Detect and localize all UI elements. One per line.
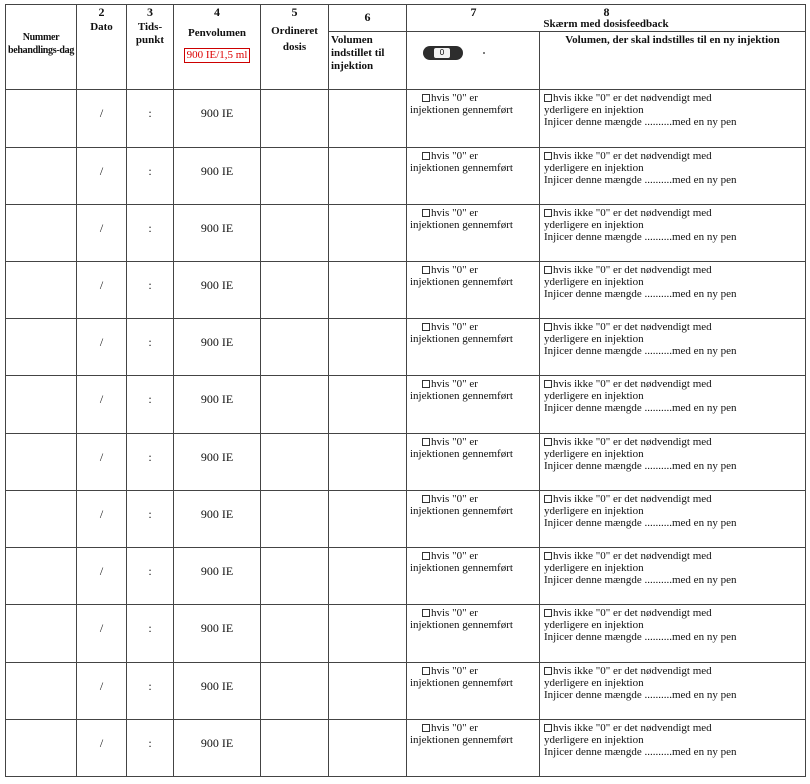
feedback-cell [407,719,540,776]
header-col4 [174,5,261,90]
time-value: : [148,392,152,407]
date-cell[interactable] [77,376,127,433]
ordered-dose-cell[interactable] [261,719,329,776]
time-value: : [148,564,152,579]
set-volume-cell[interactable] [329,376,407,433]
set-volume-cell[interactable] [329,490,407,547]
feedback-line2: injektionen gennemført [410,504,513,517]
new-injection-line2: yderligere en injektion [544,504,644,517]
date-value: / [99,335,104,350]
ordered-dose-cell[interactable] [261,605,329,662]
date-cell[interactable] [77,90,127,147]
pen-volume-value: 900 IE [200,163,234,178]
new-injection-line1: hvis ikke "0" er det nødvendigt med [553,664,712,677]
day-number-cell[interactable] [6,433,77,490]
time-value: : [148,335,152,350]
header-col1 [6,5,77,90]
pen-volume-cell [174,261,261,318]
new-injection-cell [540,261,806,318]
day-number-cell[interactable] [6,605,77,662]
time-value: : [148,163,152,178]
set-volume-cell[interactable] [329,261,407,318]
new-injection-line2: yderligere en injektion [544,161,644,174]
checkbox-icon[interactable] [422,438,430,446]
pen-volume-cell [174,548,261,605]
date-value: / [99,564,104,579]
feedback-cell [407,319,540,376]
time-cell[interactable] [127,719,174,776]
new-injection-line2: yderligere en injektion [544,562,644,575]
checkbox-icon[interactable] [544,495,552,503]
new-injection-line3: Injicer denne mængde ..........med en ny pen [544,287,737,300]
pen-volume-value: 900 IE [200,735,234,750]
feedback-cell [407,261,540,318]
ordered-dose-cell[interactable] [261,147,329,204]
table-row [6,719,806,776]
feedback-line1: hvis "0" er [431,721,478,734]
table-row [6,90,806,147]
table-row [6,261,806,318]
pen-volume-value: 900 IE [200,220,234,235]
ordered-dose-cell[interactable] [261,490,329,547]
new-injection-cell [540,376,806,433]
pen-volume-cell [174,204,261,261]
header-col2-label: Dato [90,21,113,33]
new-injection-line2: yderligere en injektion [544,275,644,288]
feedback-line1: hvis "0" er [431,263,478,276]
feedback-line1: hvis "0" er [431,492,478,505]
new-injection-line3: Injicer denne mængde ..........med en ny pen [544,745,737,758]
pen-volume-cell [174,490,261,547]
checkbox-icon[interactable] [544,609,552,617]
feedback-line1: hvis "0" er [431,607,478,620]
pen-volume-value: 900 IE [200,564,234,579]
feedback-cell [407,90,540,147]
date-cell[interactable] [77,261,127,318]
day-number-cell[interactable] [6,490,77,547]
time-value: : [148,678,152,693]
date-cell[interactable] [77,147,127,204]
date-value: / [99,163,104,178]
feedback-line2: injektionen gennemført [410,161,513,174]
day-number-cell[interactable] [6,319,77,376]
feedback-line2: injektionen gennemført [410,104,513,117]
feedback-line1: hvis "0" er [431,378,478,391]
feedback-cell [407,662,540,719]
time-value: : [148,621,152,636]
new-injection-cell [540,204,806,261]
feedback-cell [407,433,540,490]
checkbox-icon[interactable] [422,209,430,217]
new-injection-cell [540,605,806,662]
new-injection-line1: hvis ikke "0" er det nødvendigt med [553,378,712,391]
feedback-line1: hvis "0" er [431,550,478,563]
pen-volume-cell [174,433,261,490]
pen-dose-window: 0 [434,48,450,58]
feedback-cell [407,204,540,261]
checkbox-icon[interactable] [544,94,552,102]
new-injection-line3: Injicer denne mængde ..........med en ny pen [544,173,737,186]
new-injection-cell [540,90,806,147]
table-row [6,605,806,662]
pen-volume-cell [174,147,261,204]
feedback-line2: injektionen gennemført [410,676,513,689]
table-row [6,548,806,605]
checkbox-icon[interactable] [544,552,552,560]
date-value: / [99,506,104,521]
header-col7-num: 7 [470,5,477,19]
feedback-cell [407,376,540,433]
ordered-dose-cell[interactable] [261,548,329,605]
time-cell[interactable] [127,662,174,719]
table-body [6,90,806,777]
header-col6-num-cell [329,5,407,32]
new-injection-line3: Injicer denne mængde ..........med en ny pen [544,402,737,415]
header-col6-num: 6 [364,10,371,24]
date-cell[interactable] [77,204,127,261]
checkbox-icon[interactable] [422,667,430,675]
date-cell[interactable] [77,319,127,376]
table-row [6,204,806,261]
checkbox-icon[interactable] [422,495,430,503]
checkbox-icon[interactable] [422,266,430,274]
ordered-dose-cell[interactable] [261,433,329,490]
checkbox-icon[interactable] [422,724,430,732]
new-injection-cell [540,490,806,547]
ordered-dose-cell[interactable] [261,662,329,719]
new-injection-line1: hvis ikke "0" er det nødvendigt med [553,435,712,448]
time-cell[interactable] [127,433,174,490]
time-value: : [148,220,152,235]
new-injection-line3: Injicer denne mængde ..........med en ny pen [544,574,737,587]
ordered-dose-cell[interactable] [261,376,329,433]
feedback-line1: hvis "0" er [431,321,478,334]
date-cell[interactable] [77,605,127,662]
ordered-dose-cell[interactable] [261,204,329,261]
header-col3-num: 3 [147,5,153,19]
day-number-cell[interactable] [6,261,77,318]
checkbox-icon[interactable] [422,380,430,388]
pen-volume-box: 900 IE/1,5 ml [184,48,251,63]
feedback-line1: hvis "0" er [431,92,478,105]
dose-log-table [5,4,806,777]
new-injection-line3: Injicer denne mængde ..........med en ny pen [544,230,737,243]
time-cell[interactable] [127,90,174,147]
feedback-line2: injektionen gennemført [410,218,513,231]
feedback-cell [407,147,540,204]
new-injection-cell [540,319,806,376]
pen-volume-value: 900 IE [200,678,234,693]
pen-volume-cell [174,90,261,147]
new-injection-line3: Injicer denne mængde ..........med en ny pen [544,688,737,701]
time-value: : [148,735,152,750]
date-value: / [99,621,104,636]
checkbox-icon[interactable] [544,667,552,675]
new-injection-line1: hvis ikke "0" er det nødvendigt med [553,321,712,334]
date-cell[interactable] [77,490,127,547]
date-value: / [99,277,104,292]
pen-volume-cell [174,605,261,662]
feedback-line2: injektionen gennemført [410,619,513,632]
new-injection-cell [540,719,806,776]
time-cell[interactable] [127,548,174,605]
pen-volume-value: 900 IE [200,506,234,521]
checkbox-icon[interactable] [422,94,430,102]
time-value: : [148,106,152,121]
checkbox-icon[interactable] [422,552,430,560]
header-col4-label: Penvolumen [187,27,247,39]
new-injection-line3: Injicer denne mængde ..........med en ny pen [544,116,737,129]
new-injection-cell [540,147,806,204]
table-row [6,319,806,376]
time-cell[interactable] [127,376,174,433]
header-col3-label: Tids-punkt [135,21,165,46]
header-col1-label: Nummer behandlings-dag [7,32,75,56]
day-number-cell[interactable] [6,376,77,433]
checkbox-icon[interactable] [422,323,430,331]
feedback-line1: hvis "0" er [431,435,478,448]
ordered-dose-cell[interactable] [261,90,329,147]
header-col3 [127,5,174,90]
table-row [6,147,806,204]
date-value: / [99,392,104,407]
pen-volume-cell [174,376,261,433]
pen-volume-value: 900 IE [200,621,234,636]
pen-volume-cell [174,662,261,719]
new-injection-line2: yderligere en injektion [544,676,644,689]
time-cell[interactable] [127,204,174,261]
new-injection-line3: Injicer denne mængde ..........med en ny pen [544,345,737,358]
new-injection-line1: hvis ikke "0" er det nødvendigt med [553,263,712,276]
new-injection-line2: yderligere en injektion [544,447,644,460]
dot-mark [483,52,485,54]
new-injection-line1: hvis ikke "0" er det nødvendigt med [553,721,712,734]
date-cell[interactable] [77,433,127,490]
set-volume-cell[interactable] [329,147,407,204]
feedback-line1: hvis "0" er [431,206,478,219]
feedback-cell [407,490,540,547]
feedback-cell [407,605,540,662]
time-value: : [148,506,152,521]
feedback-line1: hvis "0" er [431,149,478,162]
pen-volume-value: 900 IE [200,106,234,121]
header-col5-num: 5 [291,5,298,19]
new-injection-cell [540,662,806,719]
new-injection-line3: Injicer denne mængde ..........med en ny pen [544,516,737,529]
set-volume-cell[interactable] [329,719,407,776]
pen-volume-cell [174,319,261,376]
header-col5 [261,5,329,90]
date-value: / [99,106,104,121]
new-injection-line2: yderligere en injektion [544,619,644,632]
checkbox-icon[interactable] [422,152,430,160]
time-value: : [148,277,152,292]
day-number-cell[interactable] [6,204,77,261]
checkbox-icon[interactable] [422,609,430,617]
new-injection-line3: Injicer denne mængde ..........med en ny pen [544,459,737,472]
date-value: / [99,735,104,750]
pen-volume-value: 900 IE [200,449,234,464]
feedback-line2: injektionen gennemført [410,390,513,403]
header-col7-screen [407,32,540,90]
time-cell[interactable] [127,490,174,547]
date-value: / [99,449,104,464]
set-volume-cell[interactable] [329,204,407,261]
time-cell[interactable] [127,147,174,204]
feedback-line2: injektionen gennemført [410,275,513,288]
set-volume-cell[interactable] [329,548,407,605]
pen-volume-cell [174,719,261,776]
date-value: / [99,678,104,693]
date-value: / [99,220,104,235]
new-injection-line2: yderligere en injektion [544,390,644,403]
table-row [6,662,806,719]
new-injection-cell [540,548,806,605]
feedback-line2: injektionen gennemført [410,733,513,746]
new-injection-line1: hvis ikke "0" er det nødvendigt med [553,492,712,505]
header-col7-label: Skærm med dosisfeedback [543,18,669,30]
new-injection-line1: hvis ikke "0" er det nødvendigt med [553,206,712,219]
pen-volume-value: 900 IE [200,392,234,407]
table-row [6,490,806,547]
header-col6 [329,32,407,90]
header-col8 [540,32,806,90]
ordered-dose-cell[interactable] [261,319,329,376]
set-volume-cell[interactable] [329,90,407,147]
checkbox-icon[interactable] [544,266,552,274]
header-col5-label: Ordineret dosis [271,25,318,53]
new-injection-line3: Injicer denne mængde ..........med en ny pen [544,631,737,644]
time-cell[interactable] [127,261,174,318]
header-col78-title [407,5,806,32]
time-cell[interactable] [127,605,174,662]
checkbox-icon[interactable] [544,323,552,331]
time-value: : [148,449,152,464]
date-cell[interactable] [77,548,127,605]
checkbox-icon[interactable] [544,380,552,388]
table-row [6,376,806,433]
new-injection-line2: yderligere en injektion [544,333,644,346]
checkbox-icon[interactable] [544,209,552,217]
checkbox-icon[interactable] [544,724,552,732]
new-injection-line2: yderligere en injektion [544,104,644,117]
set-volume-cell[interactable] [329,319,407,376]
feedback-line2: injektionen gennemført [410,447,513,460]
header-col2-num: 2 [98,5,105,19]
set-volume-cell[interactable] [329,662,407,719]
day-number-cell[interactable] [6,662,77,719]
table-row [6,433,806,490]
set-volume-cell[interactable] [329,605,407,662]
header-col8-num: 8 [603,5,610,19]
checkbox-icon[interactable] [544,438,552,446]
header-col6-label: Volumen indstillet til injektion [331,34,385,73]
date-cell[interactable] [77,662,127,719]
header-col8-label: Volumen, der skal indstilles til en ny injektion [565,34,780,47]
new-injection-line1: hvis ikke "0" er det nødvendigt med [553,607,712,620]
day-number-cell[interactable] [6,548,77,605]
checkbox-icon[interactable] [544,152,552,160]
new-injection-line1: hvis ikke "0" er det nødvendigt med [553,550,712,563]
set-volume-cell[interactable] [329,433,407,490]
new-injection-line2: yderligere en injektion [544,733,644,746]
date-cell[interactable] [77,719,127,776]
new-injection-line2: yderligere en injektion [544,218,644,231]
header-col2 [77,5,127,90]
pen-icon [423,46,463,60]
new-injection-cell [540,433,806,490]
pen-volume-value: 900 IE [200,335,234,350]
day-number-cell[interactable] [6,147,77,204]
ordered-dose-cell[interactable] [261,261,329,318]
time-cell[interactable] [127,319,174,376]
header-col4-num: 4 [214,5,220,19]
new-injection-line1: hvis ikke "0" er det nødvendigt med [553,92,712,105]
feedback-line2: injektionen gennemført [410,562,513,575]
feedback-cell [407,548,540,605]
pen-volume-value: 900 IE [200,277,234,292]
feedback-line1: hvis "0" er [431,664,478,677]
day-number-cell[interactable] [6,719,77,776]
new-injection-line1: hvis ikke "0" er det nødvendigt med [553,149,712,162]
feedback-line2: injektionen gennemført [410,333,513,346]
day-number-cell[interactable] [6,90,77,147]
